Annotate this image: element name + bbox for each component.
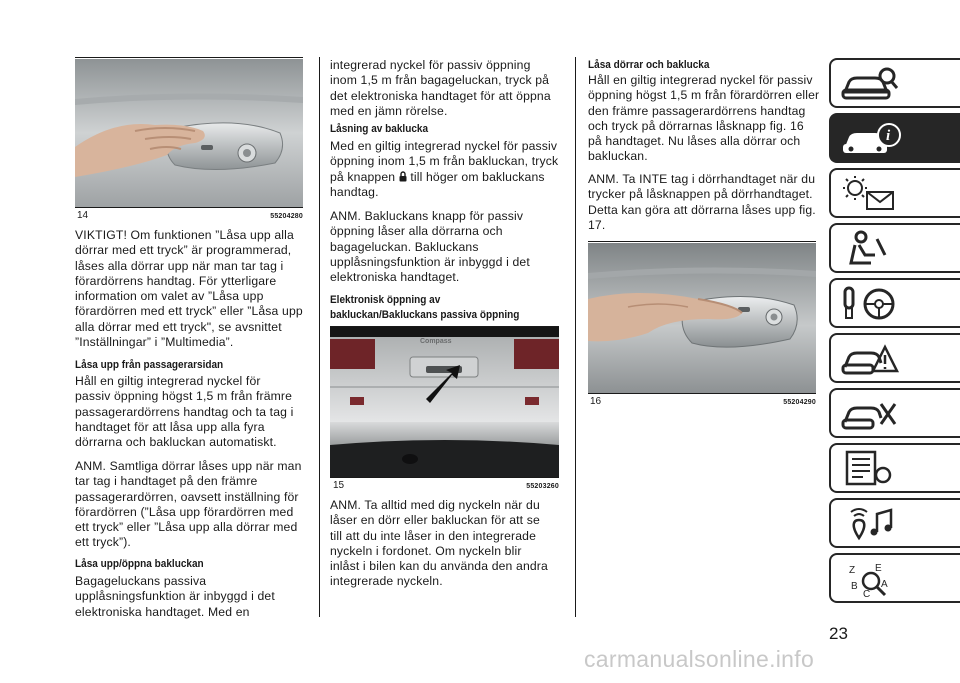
section-heading: Låsa dörrar och baklucka [588, 59, 710, 71]
figure-14-top-rule [75, 57, 303, 58]
warning-lights-icon [841, 174, 901, 214]
figure-number: 14 [77, 210, 89, 221]
tab-in-emergency[interactable] [829, 333, 960, 383]
tab-multimedia[interactable] [829, 498, 960, 548]
airbag-seat-icon [841, 229, 901, 269]
figure-14-caption [77, 210, 303, 221]
multimedia-icon [841, 504, 901, 544]
paragraph: VIKTIGT! Om funktionen ”Låsa upp alla dörrar med ett tryck” är programmerad, låses alla dörrar upp när man tar tag i förardörrens handtag. För ytterligare information om valet av ”Låsa upp förardörren med ett tryck” eller ”Låsa upp alla dörrar med ett tryck", se avsnittet ”Inställningar” i ”Multimedia”. [75, 228, 303, 350]
index-icon [841, 559, 901, 599]
car-tools-icon [841, 394, 901, 434]
lock-button-icon [399, 171, 407, 182]
paragraph: integrerad nyckel för passiv öppning inom 1,5 m från bagageluckan, tryck på det elektroniska handtaget för att öppna med en jämn rörelse. [330, 58, 551, 118]
svg-text:C: C [863, 589, 871, 599]
tab-index[interactable] [829, 553, 960, 603]
lock-button-photo [588, 243, 816, 393]
car-info-icon [841, 119, 901, 159]
section-heading: Låsning av baklucka [330, 123, 429, 135]
figure-number: 16 [590, 396, 602, 407]
tab-car-info[interactable] [829, 113, 960, 163]
figure-15-image [330, 327, 559, 477]
figure-code: 55203260 [526, 483, 559, 490]
svg-text:Z: Z [849, 565, 856, 576]
paragraph [330, 139, 562, 200]
paragraph: ANM. Bakluckans knapp för passiv öppning låser alla dörrarna och bagageluckan. Bakluckans upplåsningsfunktion är inbyggd i det elektroniska handtaget. [330, 209, 530, 285]
paragraph-text: Med en giltig integrerad nyckel för passiv öppning inom 1,5 m från bakluckan, tryck på knappen [330, 139, 559, 184]
compass-badge: Compass [420, 338, 452, 345]
figure-15-caption [333, 480, 559, 491]
figure-15-bottom-rule [330, 477, 559, 478]
paragraph: ANM. Samtliga dörrar låses upp när man tar tag i handtaget på den främre passagerardörren, oavsett inställning för förardörren (”Låsa upp förardörren med ett tryck” eller ”Låsa upp alla dörrar med ett tryck”). [75, 459, 302, 550]
section-heading: Låsa upp/öppna bakluckan [75, 558, 204, 570]
svg-text:E: E [875, 563, 882, 574]
car-warning-icon [841, 339, 901, 379]
tab-warning-lights[interactable] [829, 168, 960, 218]
column-divider [575, 57, 576, 617]
section-heading: bakluckan/Bakluckans passiva öppning [330, 309, 520, 321]
svg-text:B: B [851, 581, 858, 592]
tab-servicing[interactable] [829, 388, 960, 438]
watermark: carmanualsonline.info [584, 646, 815, 672]
paragraph-text: till höger om bakluckans handtag. [330, 169, 545, 199]
paragraph: ANM. Ta alltid med dig nyckeln när du låser en dörr eller bakluckan för att se till att du inte låser in den integrerade nyckeln i fordonet. Om nyckeln blir inlåst i bilen kan du använda den andra integrerade nyckeln. [330, 498, 548, 589]
figure-16-bottom-rule [588, 393, 816, 394]
page-number: 23 [829, 624, 848, 643]
figure-16-caption [590, 396, 816, 407]
paragraph: Bagageluckans passiva upplåsningsfunktion är inbyggd i det elektroniska handtaget. Med en [75, 574, 275, 619]
section-heading: Elektronisk öppning av [330, 294, 441, 306]
car-key-icon [841, 64, 901, 104]
figure-16-image [588, 243, 816, 393]
column-divider [319, 57, 320, 617]
tab-starting-driving[interactable] [829, 278, 960, 328]
paragraph: Håll en giltig integrerad nyckel för passiv öppning högst 1,5 m från främre passagerardörrens handtag och ta tag i handtaget för att låsa upp alla fyra dörrarna och bakluckan automatiskt. [75, 374, 294, 450]
section-heading: Låsa upp från passagerarsidan [75, 359, 224, 371]
paragraph: Håll en giltig integrerad nyckel för passiv öppning högst 1,5 m från förardörren eller den främre passagerardörrens handtag och tryck på dörrarnas låsknapp fig. 16 på handtaget. Nu låses alla dörrar och bakluckan. [588, 73, 820, 164]
paragraph: ANM. Ta INTE tag i dörrhandtaget när du trycker på låsknappen på dörrhandtaget. Detta kan göra att dörrarna låses upp fig. 17. [588, 172, 816, 232]
figure-16-top-rule [588, 241, 816, 242]
figure-code: 55204290 [783, 399, 816, 406]
svg-text:i: i [886, 128, 891, 144]
tab-safety[interactable] [829, 223, 960, 273]
svg-text:A: A [881, 579, 888, 590]
figure-14-image [75, 59, 303, 207]
specifications-icon [841, 449, 901, 489]
figure-number: 15 [333, 480, 345, 491]
figure-14-bottom-rule [75, 207, 303, 208]
door-handle-photo [75, 59, 303, 207]
tailgate-photo [330, 327, 559, 477]
tab-technical-data[interactable] [829, 443, 960, 493]
steering-wheel-icon [841, 284, 901, 324]
tab-getting-to-know-car[interactable] [829, 58, 960, 108]
figure-code: 55204280 [270, 213, 303, 220]
